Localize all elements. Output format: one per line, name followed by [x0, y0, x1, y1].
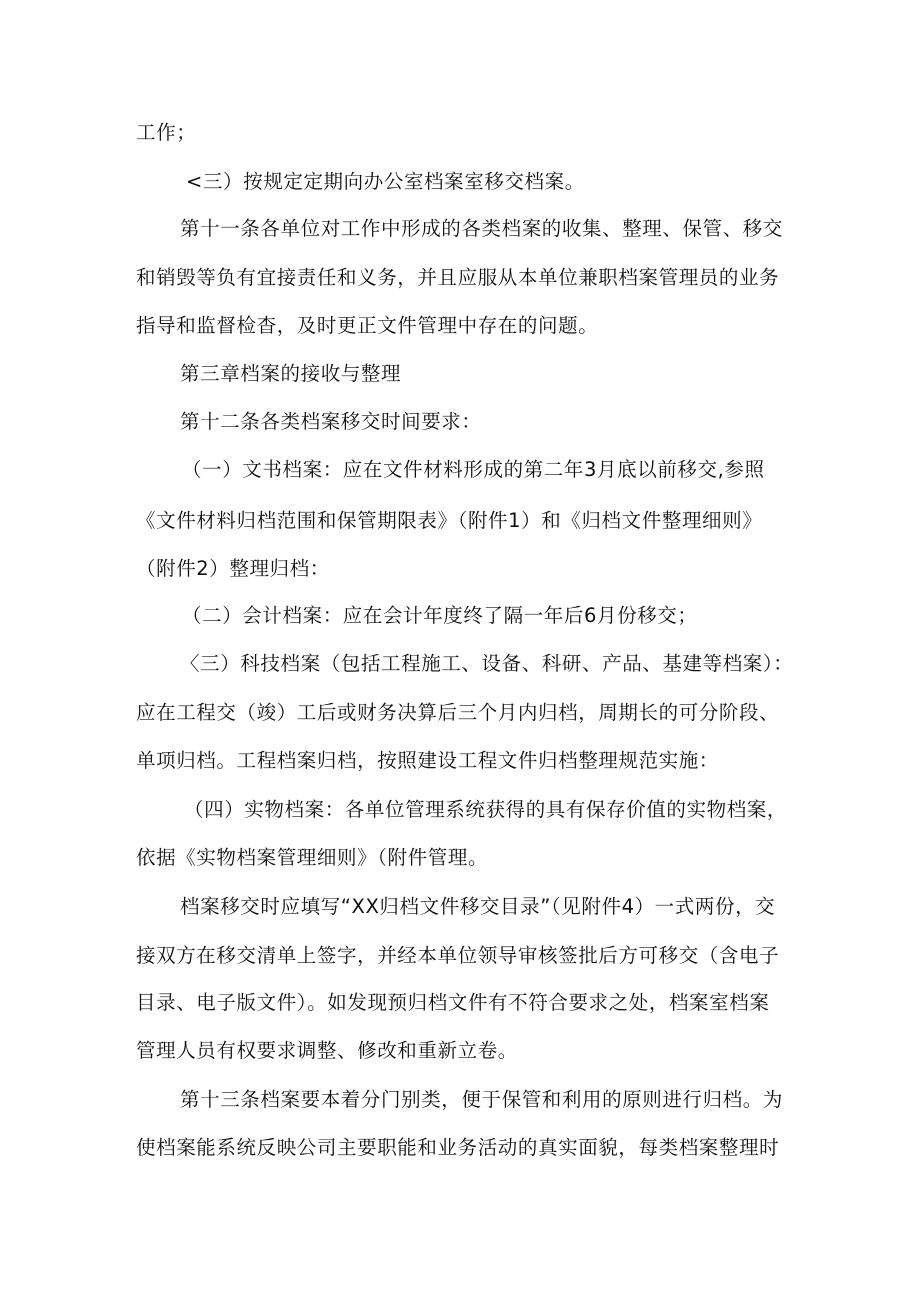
chapter-heading: 第三章档案的接收与整理 — [180, 362, 402, 385]
text-line: 档案移交时应填写“XX归档文件移交目录”（见附件4）一式两份，交 — [180, 895, 776, 918]
text-line: <三）按规定定期向办公室档案室移交档案。 — [186, 170, 585, 193]
text-line: 工作； — [136, 121, 197, 144]
text-line: 《文件材料归档范围和保管期限表》（附件1）和《归档文件整理细则》 — [136, 509, 763, 532]
text-line: 依据《实物档案管理细则》（附件管理。 — [136, 846, 489, 869]
text-line: （二）会计档案：应在会计年度终了隔一年后6月份移交； — [182, 604, 698, 627]
text-line: 指导和监督检杳，及时更正文件管理中存在的问题。 — [136, 314, 599, 337]
text-line: 目录、电子版文件）。如发现预归档文件有不符合要求之处，档案室档案 — [136, 991, 770, 1014]
text-line: 接双方在移交清单上签字，并经本单位领导审核签批后方可移交（含电子 — [136, 944, 780, 967]
text-line: 和销毁等负有宜接责任和义务，并且应服从本单位兼职档案管理员的业务 — [136, 266, 780, 289]
text-line: 第十二条各类档案移交时间要求： — [180, 410, 482, 433]
text-line: （一）文书档案：应在文件材料形成的第二年3月底以前移交,参照 — [182, 458, 765, 481]
text-line: 管理人员有权要求调整、修改和重新立卷。 — [136, 1039, 518, 1062]
text-line: 应在工程交（竣）工后或财务决算后三个月内归档，周期长的可分阶段、 — [136, 701, 780, 724]
text-line: 使档案能系统反映公司主要职能和业务活动的真实面貌，每类档案整理时 — [136, 1136, 780, 1159]
text-line: 〈三）科技档案（包括工程施工、设备、科研、产品、基建等档案）： — [180, 652, 794, 675]
text-line: （附件2）整理归档： — [136, 557, 330, 580]
text-line: 第十三条档案要本着分门别类，便于保管和利用的原则进行归档。为 — [180, 1088, 784, 1111]
text-line: 第十一条各单位对工作中形成的各类档案的收集、整理、保管、移交 — [180, 217, 784, 240]
text-line: 单项归档。工程档案归档，按照建设工程文件归档整理规范实施： — [136, 749, 719, 772]
text-line: （四）实物档案：各单位管理系统获得的具有保存价值的实物档案， — [184, 798, 788, 821]
